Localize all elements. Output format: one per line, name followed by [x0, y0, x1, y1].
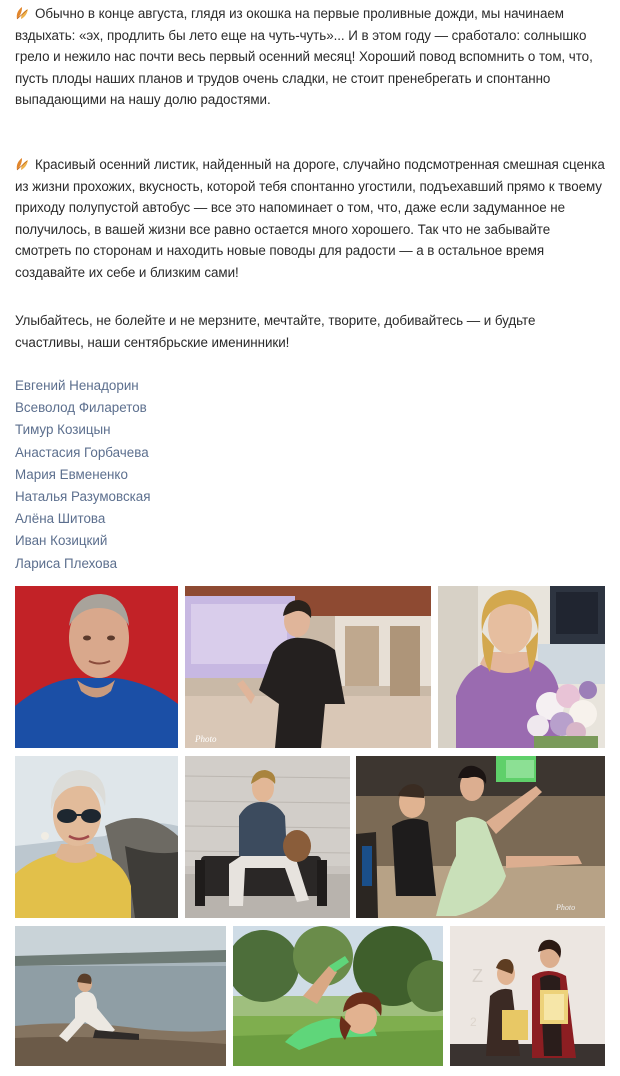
paragraph-1: [15, 3, 607, 111]
name-link[interactable]: Наталья Разумовская: [15, 489, 151, 505]
name-link[interactable]: Всеволод Филаретов: [15, 400, 147, 416]
photo-man-portrait[interactable]: [15, 586, 178, 748]
autumn-leaf-icon: [15, 156, 30, 170]
photo-woman-flowers[interactable]: [438, 586, 605, 748]
names-list: [15, 375, 151, 575]
svg-text:2: 2: [470, 1015, 477, 1029]
name-link[interactable]: Мария Евмененко: [15, 466, 128, 482]
name-link[interactable]: Алёна Шитова: [15, 511, 106, 527]
photo-dance-pair[interactable]: [356, 756, 605, 918]
photo-woman-beach[interactable]: [15, 926, 226, 1066]
paragraph-2-text: Красивый осенний листик, найденный на дороге, случайно подсмотренная смешная сценка из жизни прохожих, вкусность, которой тебя спонтанно угостили, подъехавший прямо к твоему приходу полупустой автобус — все это напоминает о том, что, даже если задуманное не получилось, в вашей жизни все равно остается много хорошего. Так что не забывайте смотреть по сторонам и находить новые поводы для радости — а в остальное время создавайте их себе и близким сами!: [15, 157, 605, 280]
photo-dancer-stage[interactable]: [185, 586, 431, 748]
svg-text:Z: Z: [472, 966, 483, 986]
svg-text:Photo: Photo: [195, 734, 217, 744]
name-link[interactable]: Иван Козицкий: [15, 533, 108, 549]
paragraph-3: Улыбайтесь, не болейте и не мерзните, мечтайте, творите, добивайтесь — и будьте счастливы, наши сентябрьские именинники!: [15, 313, 536, 350]
name-link[interactable]: Лариса Плехова: [15, 555, 118, 571]
name-link[interactable]: Евгений Ненадорин: [15, 378, 139, 393]
name-link[interactable]: Тимур Козицын: [15, 422, 111, 438]
photo-man-sitting[interactable]: [185, 756, 350, 918]
photo-women-certificates[interactable]: [450, 926, 605, 1066]
photo-woman-sunglasses[interactable]: [15, 756, 178, 918]
photo-woman-grass[interactable]: [233, 926, 443, 1066]
name-link[interactable]: Анастасия Горбачева: [15, 444, 149, 460]
autumn-leaf-icon: [15, 5, 30, 19]
paragraph-1-text: Обычно в конце августа, глядя из окошка на первые проливные дожди, мы начинаем вздыхать: «эх, продлить бы лето еще на чуть-чуть»... И в этом году — сработало: солнышко грело и нежило нас почти весь первый осенний месяц! Хороший повод вспомнить о том, что, пусть плоды наших планов и трудов очень сладки, не стоит пренебрегать и спонтанно выпадающими на нашу долю радостями.: [15, 6, 593, 108]
paragraph-2: [15, 154, 607, 284]
svg-text:Photo: Photo: [556, 903, 576, 912]
